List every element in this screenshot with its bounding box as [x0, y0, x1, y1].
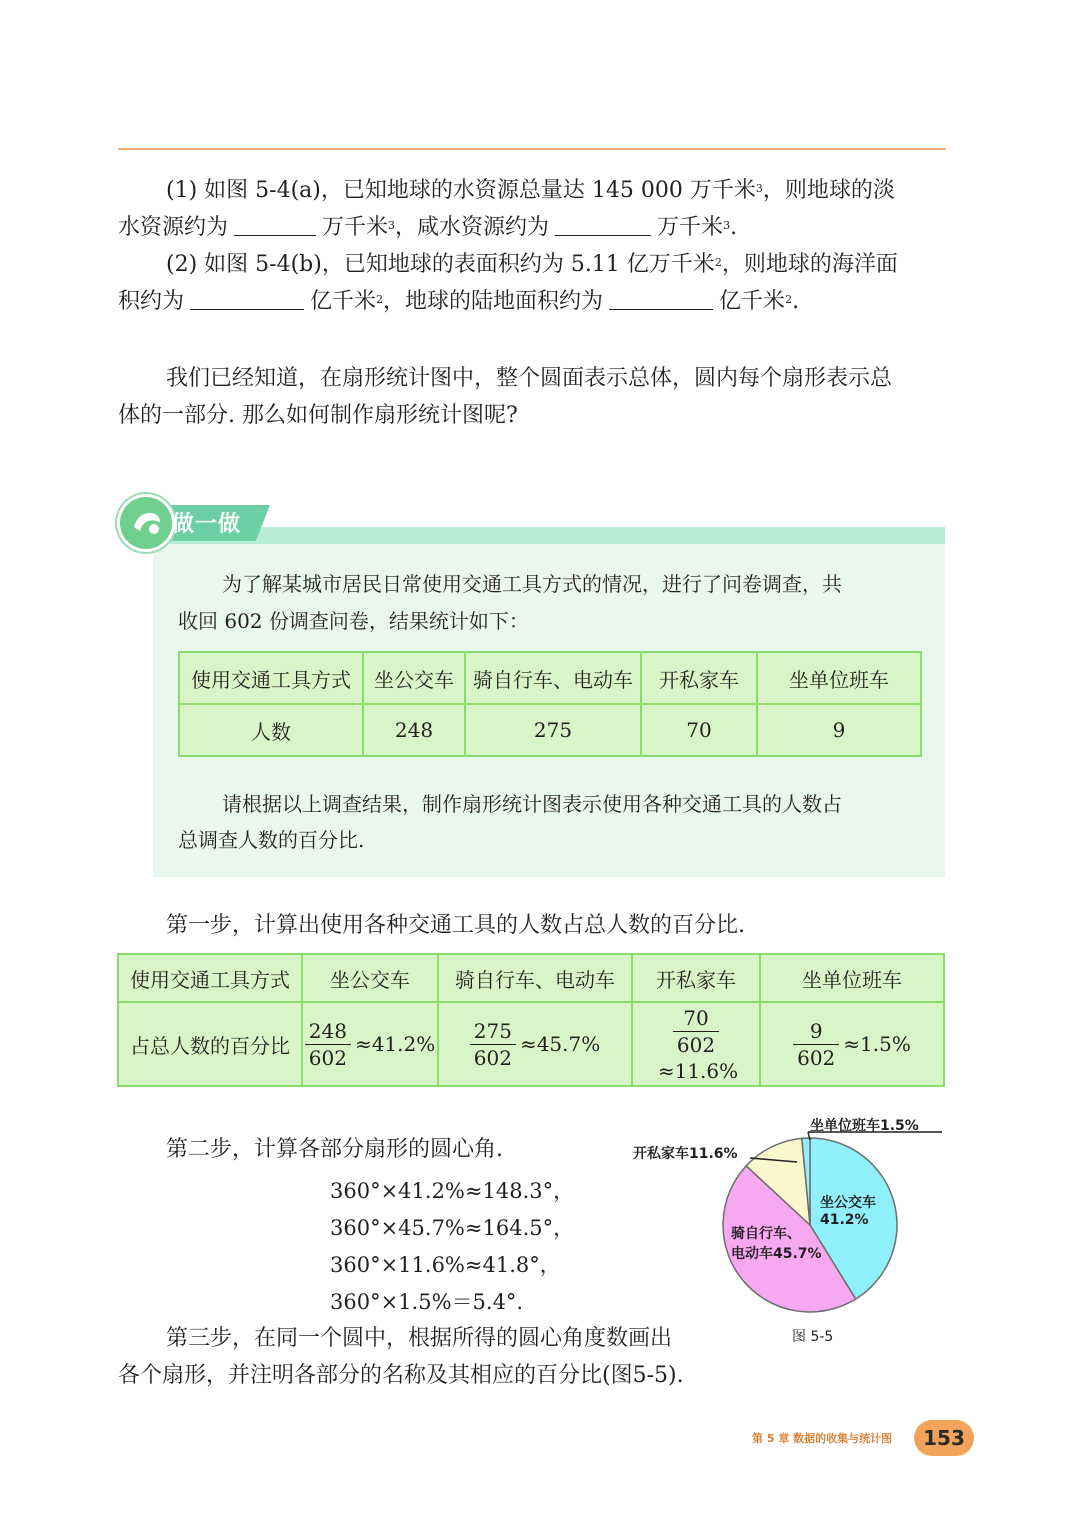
pie-chart: [620, 1100, 950, 1340]
activity-title: 做一做: [172, 512, 242, 537]
activity-text-line-3: 请根据以上调查结果，制作扇形统计图表示使用各种交通工具的人数占: [222, 792, 842, 816]
activity-text-line-4: 总调查人数的百分比.: [178, 828, 365, 852]
table-cell: 275: [465, 704, 641, 756]
table-cell: $\frac{9}{602}$ ≈1.5%: [760, 1002, 944, 1086]
table-row-label: 占总人数的百分比: [118, 1002, 302, 1086]
page-number: 153: [914, 1420, 974, 1456]
intro-line-2: 体的一部分. 那么如何制作扇形统计图呢?: [118, 403, 518, 428]
intro-line-1: 我们已经知道，在扇形统计图中，整个圆面表示总体，圆内每个扇形表示总: [166, 366, 893, 391]
step-3-line-2: 各个扇形，并注明各部分的名称及其相应的百分比(图5-5).: [118, 1363, 684, 1388]
activity-text-line-2: 收回 602 份调查问卷，结果统计如下：: [178, 609, 529, 633]
table-header: 开私家车: [641, 652, 757, 704]
calc-line: 360°×1.5%＝5.4°.: [330, 1290, 524, 1314]
table-cell: 70: [641, 704, 757, 756]
activity-band: [153, 527, 945, 544]
chapter-footer: 第 5 章 数据的收集与统计图: [752, 1432, 893, 1445]
question-2-line-2: 积约为 亿千米$^2$，地球的陆地面积约为 亿千米$^2$.: [118, 289, 800, 314]
question-1-line-1: (1) 如图 5-4(a)，已知地球的水资源总量达 145 000 万千米$^3$，则地球的淡: [166, 178, 895, 203]
table-header: 坐公交车: [302, 954, 438, 1002]
calc-line: 360°×11.6%≈41.8°，: [330, 1253, 561, 1277]
step-3-line-1: 第三步，在同一个圆中，根据所得的圆心角度数画出: [166, 1326, 673, 1351]
table-header: 坐单位班车: [760, 954, 944, 1002]
answer-blank[interactable]: [609, 287, 713, 310]
table-header: 骑自行车、电动车: [438, 954, 632, 1002]
table-header: 坐公交车: [363, 652, 465, 704]
pie-label-bike-value: 电动车45.7%: [731, 1246, 822, 1262]
step-2: 第二步，计算各部分扇形的圆心角.: [166, 1137, 503, 1162]
question-1-line-2: 水资源约为 万千米$^3$，咸水资源约为 万千米$^3$.: [118, 215, 738, 240]
survey-table: [178, 651, 922, 757]
pie-label-bus: 坐公交车: [820, 1195, 876, 1211]
table-header: 坐单位班车: [757, 652, 921, 704]
table-cell: $\frac{275}{602}$ ≈45.7%: [438, 1002, 632, 1086]
table-cell: 248: [363, 704, 465, 756]
figure-caption: 图 5-5: [792, 1329, 834, 1345]
answer-blank[interactable]: [555, 213, 651, 236]
answer-blank[interactable]: [190, 287, 304, 310]
pie-label-bike: 骑自行车、: [731, 1226, 801, 1242]
calc-line: 360°×45.7%≈164.5°，: [330, 1216, 575, 1240]
header-rule: [118, 148, 946, 150]
table-header: 骑自行车、电动车: [465, 652, 641, 704]
table-cell: 9: [757, 704, 921, 756]
table-header: 开私家车: [632, 954, 760, 1002]
calc-line: 360°×41.2%≈148.3°，: [330, 1179, 575, 1203]
table-header: 使用交通工具方式: [118, 954, 302, 1002]
pie-label-bus-value: 41.2%: [820, 1212, 869, 1228]
question-2-line-1: (2) 如图 5-4(b)，已知地球的表面积约为 5.11 亿万千米$^2$，则地球的海洋面: [166, 252, 898, 277]
table-header: 使用交通工具方式: [179, 652, 363, 704]
activity-text-line-1: 为了解某城市居民日常使用交通工具方式的情况，进行了问卷调查，共: [222, 572, 842, 596]
table-cell: $\frac{70}{602}$ ≈11.6%: [632, 1002, 760, 1086]
pie-label-car: 开私家车11.6%: [633, 1146, 738, 1162]
answer-blank[interactable]: [234, 213, 316, 236]
percentage-table: [117, 953, 945, 1087]
pie-label-shuttle: 坐单位班车1.5%: [810, 1118, 919, 1134]
table-row-label: 人数: [179, 704, 363, 756]
step-1: 第一步，计算出使用各种交通工具的人数占总人数的百分比.: [166, 913, 745, 938]
activity-icon: [117, 494, 175, 552]
table-cell: $\frac{248}{602}$ ≈41.2%: [302, 1002, 438, 1086]
